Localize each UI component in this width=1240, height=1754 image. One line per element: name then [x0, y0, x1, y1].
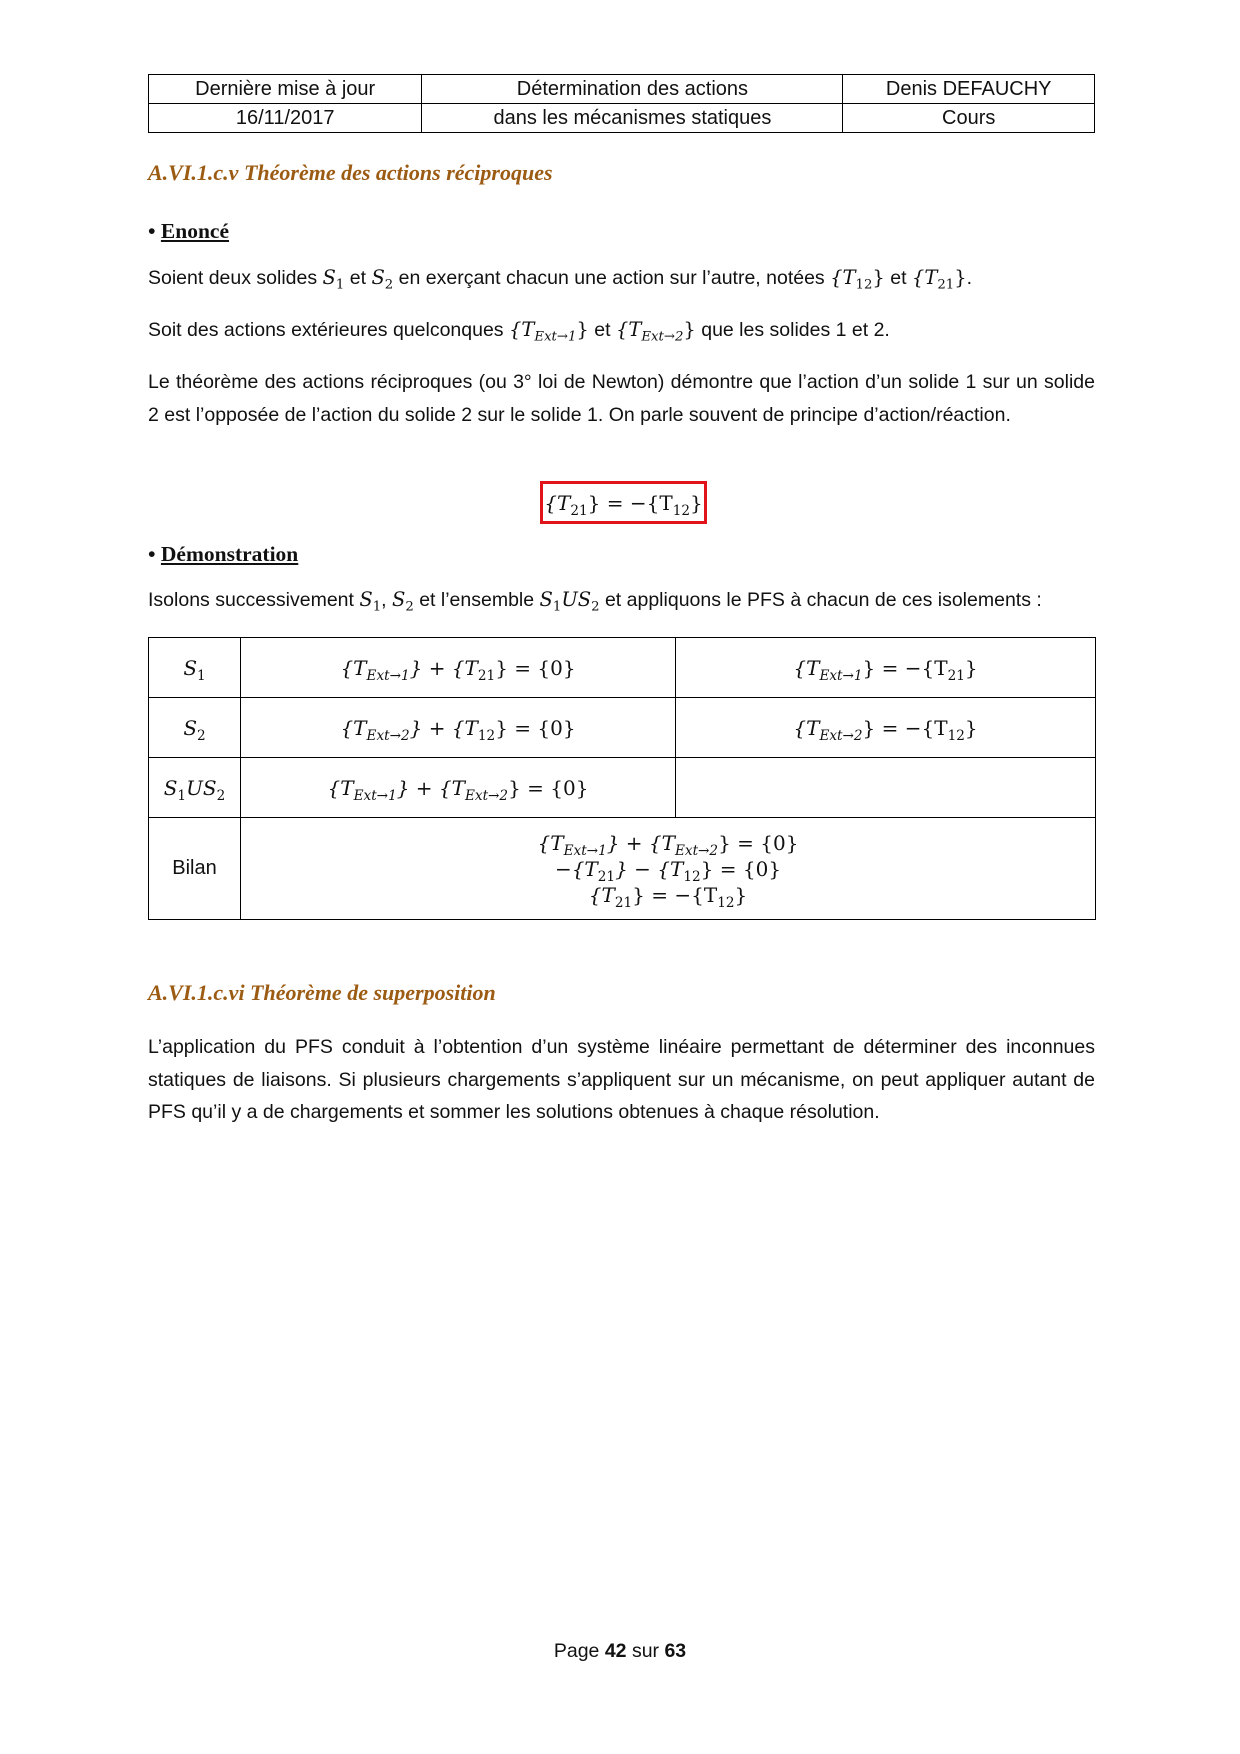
header-doc-type: Cours [843, 104, 1095, 133]
text: et appliquons le PFS à chacun de ces isolements : [599, 589, 1042, 611]
math-brace: } [576, 318, 589, 341]
text: Isolons successivement [148, 589, 360, 611]
footer-total-pages: 63 [664, 1640, 687, 1662]
math-brace: } [872, 266, 885, 289]
header-date: 16/11/2017 [149, 104, 422, 133]
paragraph-isolons [148, 584, 1095, 617]
bilan-line-3: $\{T_{21}\} = -\{T_{12}\}$ [588, 882, 748, 911]
header-table [148, 74, 1095, 133]
pfs-table [148, 637, 1096, 920]
math-T-ext2: {T [615, 318, 642, 341]
table-row-bilan [149, 818, 1096, 920]
table-row [149, 758, 1096, 818]
math-sub: 12 [855, 277, 873, 293]
table-row [149, 698, 1096, 758]
math: {T [544, 491, 571, 515]
math: } [690, 491, 703, 515]
subheading-enonce [148, 219, 229, 244]
math-brace: } [683, 318, 696, 341]
math-S2: S [371, 266, 385, 289]
math-sub: 1 [372, 599, 382, 615]
footer-of: sur [631, 1640, 660, 1662]
page-footer [0, 1640, 1240, 1663]
math-T21: {T [911, 266, 938, 289]
bilan-label: Bilan [149, 818, 241, 920]
bilan-line-2: $-\{T_{21}\} - \{T_{12}\} = \{0\}$ [554, 856, 782, 885]
boxed-equation [540, 481, 707, 524]
text: . [966, 267, 973, 289]
header-author: Denis DEFAUCHY [843, 75, 1095, 104]
paragraph-theoreme: Le théorème des actions réciproques (ou 3° loi de Newton) démontre que l’action d’un solide 1 sur un solide 2 est l’opposée de l’action du solide 2 sur le solide 1. On parle souvent de principe d’action/réaction. [148, 371, 1095, 426]
math-sub: 2 [405, 599, 414, 615]
text: et [344, 267, 372, 289]
text: que les solides 1 et 2. [695, 319, 890, 341]
math-T12: {T [830, 266, 856, 289]
text: Soit des actions extérieures quelconques [148, 319, 509, 341]
text: et [884, 267, 912, 289]
math-sub: 21 [570, 502, 588, 519]
section-title-superposition: A.VI.1.c.vi Théorème de superposition [148, 980, 496, 1005]
row-equation: $\{T_{Ext\to 2}\} + \{T_{12}\} = \{0\}$ [241, 698, 676, 758]
row-equation: $\{T_{Ext\to 1}\} + \{T_{Ext\to 2}\} = \{0\}$ [241, 758, 676, 818]
subheading-demonstration [148, 542, 298, 567]
row-result: $\{T_{Ext\to 1}\} = -\{T_{21}\}$ [676, 638, 1096, 698]
bullet-icon: • [148, 219, 156, 243]
row-result: $\{T_{Ext\to 2}\} = -\{T_{12}\}$ [676, 698, 1096, 758]
math: S [539, 588, 553, 611]
math-sub: 2 [591, 599, 600, 615]
section-title-actions-reciproques: A.VI.1.c.v Théorème des actions réciproques [148, 160, 553, 185]
enonce-heading: Enoncé [160, 219, 229, 243]
math-S1: S [322, 266, 336, 289]
paragraph-superposition: L’application du PFS conduit à l’obtention d’un système linéaire permettant de déterminer des inconnues statiques de liaisons. Si plusieurs chargements s’appliquent sur un mécanisme, on peut appliquer autant de PFS qu’il y a de chargements et sommer les solutions obtenues à chaque résolution. [148, 1036, 1095, 1123]
math-sub: Ext→2 [641, 329, 684, 345]
header-title-line1: Détermination des actions [422, 75, 843, 104]
math-sub: 1 [335, 277, 345, 293]
row-label-s2: $S_2$ [149, 698, 241, 758]
math-sub: 21 [937, 277, 955, 293]
text: , [381, 589, 392, 611]
row-label-s1us2: $S_1US_2$ [149, 758, 241, 818]
math: S [391, 588, 406, 611]
footer-page-number: 42 [604, 1640, 627, 1662]
row-label-s1: $S_1$ [149, 638, 241, 698]
header-title-line2: dans les mécanismes statiques [422, 104, 843, 133]
paragraph-actions-exterieures [148, 314, 1095, 347]
bilan-line-1: $\{T_{Ext\to 1}\} + \{T_{Ext\to 2}\} = \{0\}$ [537, 830, 799, 859]
row-result-empty [676, 758, 1096, 818]
math-T-ext1: {T [508, 318, 535, 341]
bullet-icon: • [148, 542, 156, 566]
row-equation: $\{T_{Ext\to 1}\} + \{T_{21}\} = \{0\}$ [241, 638, 676, 698]
demonstration-heading: Démonstration [160, 542, 299, 566]
bilan-equations [241, 818, 1096, 920]
math-sub: 12 [672, 502, 690, 519]
footer-page-label: Page [553, 1640, 600, 1662]
math: } = −{T [587, 491, 673, 515]
text: Soient deux solides [148, 267, 323, 289]
table-row [149, 638, 1096, 698]
header-last-update-label: Dernière mise à jour [149, 75, 422, 104]
text: et [588, 319, 616, 341]
math-sub: 2 [384, 277, 394, 293]
paragraph-solides [148, 262, 1095, 295]
text: et l’ensemble [413, 589, 540, 611]
math-brace: } [954, 266, 967, 289]
text: en exerçant chacun une action sur l’autre, notées [393, 267, 831, 289]
math-sub: 1 [552, 599, 562, 615]
math-sub: Ext→1 [534, 329, 577, 345]
math: US [561, 588, 592, 611]
math: S [359, 588, 373, 611]
